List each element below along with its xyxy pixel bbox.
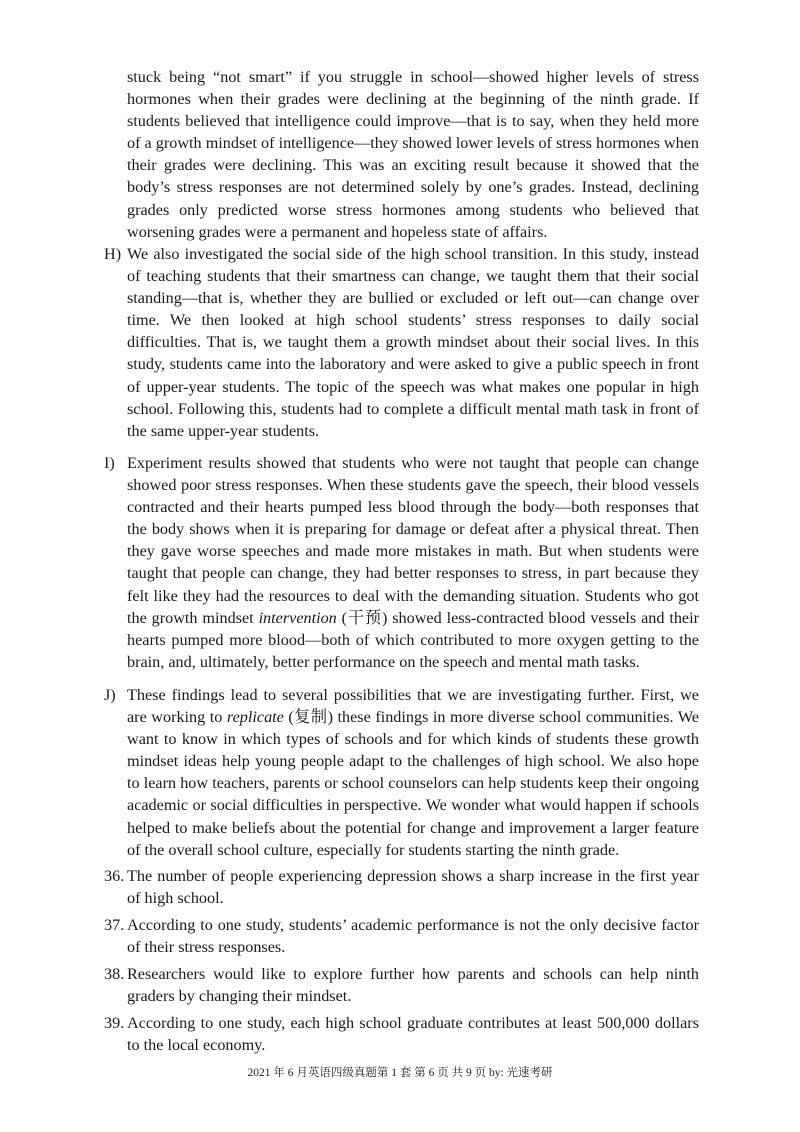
paragraph-label: H) [104, 245, 122, 263]
question-text: Researchers would like to explore further how parents and schools can help ninth graders by changing their mindset. [127, 965, 699, 1006]
paragraph-h [104, 243, 699, 442]
chinese-gloss: (复制) [283, 708, 333, 727]
question-text: The number of people experiencing depression shows a sharp increase in the first year of high school. [127, 867, 699, 908]
question-number: 38. [104, 965, 125, 983]
paragraph-j [104, 684, 699, 861]
question-item [104, 914, 699, 958]
question-text: According to one study, each high school graduate contributes at least 500,000 dollars to the local economy. [127, 1014, 699, 1055]
paragraph-text: These findings lead to several possibilities that we are investigating further. First, we are working to replicate (复制) these findings in more diverse school communities. We want to know in which types of schools and for which kinds of students these growth mindset ideas help young people adapt to the challenges of high school. We also hope to learn how teachers, parents or school counselors can help students keep their ongoing academic or social difficulties in perspective. We wonder what would happen if schools helped to make beliefs about the potential for change and improvement a larger feature of the overall school culture, especially for students starting the ninth grade. [127, 686, 699, 859]
paragraph-g-continuation: stuck being “not smart” if you struggle in school—showed higher levels of stress hormones when their grades were declining at the beginning of the ninth grade. If students believed that intelligence could improve—that is to say, when they held more of a growth mindset of intelligence—they showed lower levels of stress hormones when their grades were declining. This was an exciting result because it showed that the body’s stress responses are not determined solely by one’s grades. Instead, declining grades only predicted worse stress hormones among students who believed that worsening grades were a permanent and hopeless state of affairs. [127, 68, 699, 241]
page-footer: 2021 年 6 月英语四级真题第 1 套 第 6 页 共 9 页 by: 光速考研 [247, 1067, 553, 1079]
question-number: 39. [104, 1014, 125, 1032]
question-item [104, 1012, 699, 1056]
chinese-gloss: (干预) [336, 608, 388, 627]
question-number: 36. [104, 867, 125, 885]
glossed-term: replicate [226, 708, 284, 727]
question-item [104, 963, 699, 1007]
paragraph-text: Experiment results showed that students who were not taught that people can change showed poor stress responses. When these students gave the speech, their blood vessels contracted and their hearts pumped less blood through the body—both responses that the body shows when it is preparing for damage or defeat after a physical threat. Then they gave worse speeches and made more mistakes in math. But when students were taught that people can change, they had better responses to stress, in part because they felt like they had the resources to deal with the demanding situation. Students who got the growth mindset intervention (干预) showed less-contracted blood vessels and their hearts pumped more blood—both of which contributed to more oxygen getting to the brain, and, ultimately, better performance on the speech and mental math tasks. [127, 454, 699, 671]
question-item [104, 865, 699, 909]
paragraph-i [104, 452, 699, 673]
paragraph-text: We also investigated the social side of the high school transition. In this study, instead of teaching students that their smartness can change, we taught them that their social standing—that is, whether they are bullied or excluded or left out—can change over time. We then looked at high school students’ stress responses to daily social difficulties. That is, we taught them a growth mindset about their social lives. In this study, students came into the laboratory and were asked to give a public speech in front of upper-year students. The topic of the speech was what makes one popular in high school. Following this, students had to complete a difficult mental math task in front of the same upper-year students. [127, 245, 699, 440]
question-number: 37. [104, 916, 125, 934]
paragraph-label: J) [104, 686, 116, 704]
paragraph-label: I) [104, 454, 115, 472]
question-text: According to one study, students’ academic performance is not the only decisive factor of their stress responses. [127, 916, 699, 957]
glossed-term: intervention [258, 608, 337, 627]
